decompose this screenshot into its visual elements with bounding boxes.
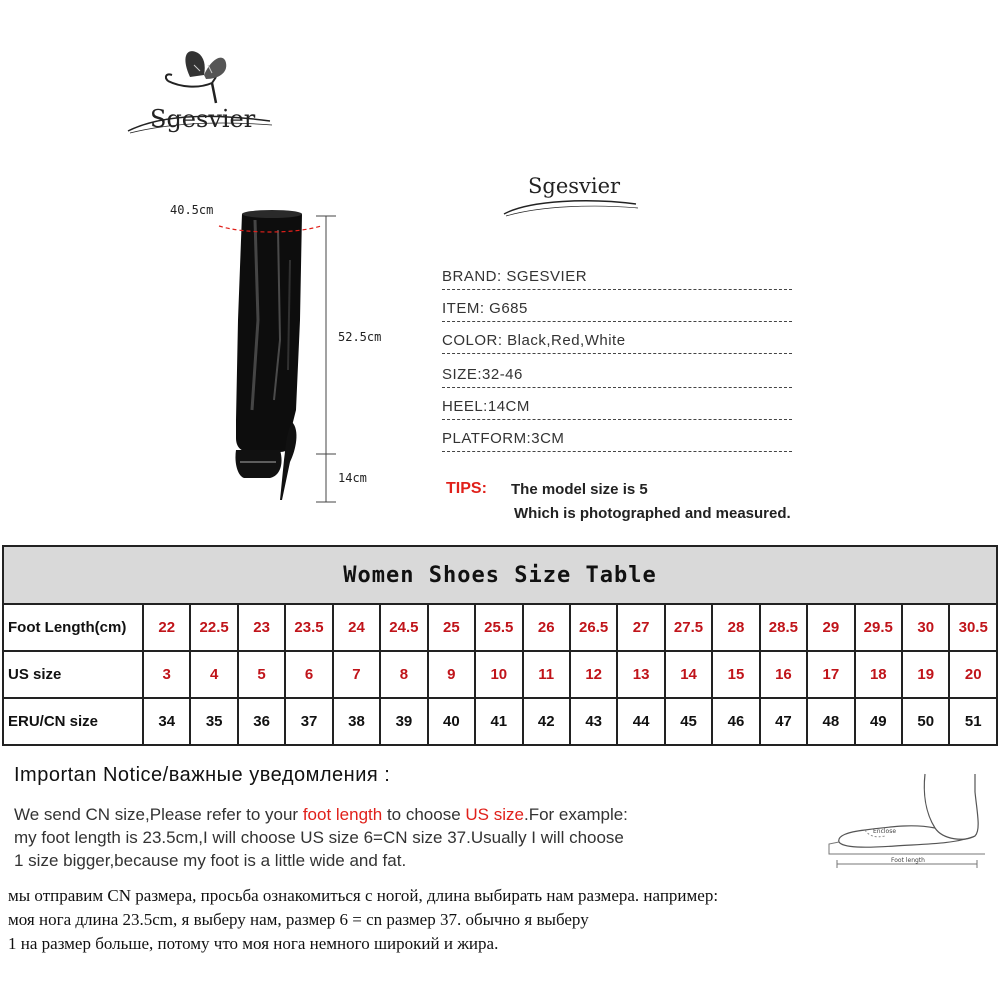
circumference-marker	[215, 218, 325, 238]
spec-heel: HEEL:14CM	[442, 398, 792, 424]
spec-item: ITEM: G685	[442, 300, 792, 326]
butterfly-shoe-icon	[120, 45, 280, 155]
size-table	[2, 545, 998, 746]
table-cell: 3	[143, 651, 190, 698]
table-cell: 16	[760, 651, 807, 698]
table-cell: 23	[238, 604, 285, 651]
table-cell: 17	[807, 651, 854, 698]
notice-ru-line-3: 1 на размер больше, потому что моя нога немного широкий и жира.	[8, 934, 499, 953]
table-cell: 49	[855, 698, 902, 745]
row-label: US size	[3, 651, 143, 698]
table-cell: 46	[712, 698, 759, 745]
table-cell: 25.5	[475, 604, 522, 651]
spec-platform: PLATFORM:3CM	[442, 430, 792, 456]
table-cell: 30	[902, 604, 949, 651]
notice-ru-line-2: моя нога длина 23.5cm, я выберу нам, размер 6 = cn размер 37. обычно я выберу	[8, 910, 589, 929]
table-cell: 45	[665, 698, 712, 745]
shaft-measure-line	[310, 214, 340, 504]
table-cell: 28.5	[760, 604, 807, 651]
table-cell: 7	[333, 651, 380, 698]
table-cell: 42	[523, 698, 570, 745]
notice-en-line-2: my foot length is 23.5cm,I will choose US size 6=CN size 37.Usually I will choose	[14, 828, 624, 847]
table-cell: 34	[143, 698, 190, 745]
table-cell: 10	[475, 651, 522, 698]
foot-length-label: Foot length	[891, 857, 925, 864]
table-cell: 15	[712, 651, 759, 698]
spec-brand: BRAND: SGESVIER	[442, 268, 792, 294]
table-cell: 27	[617, 604, 664, 651]
table-cell: 47	[760, 698, 807, 745]
table-cell: 28	[712, 604, 759, 651]
notice-russian	[8, 884, 968, 956]
table-cell: 50	[902, 698, 949, 745]
table-cell: 6	[285, 651, 332, 698]
table-cell: 30.5	[949, 604, 997, 651]
table-cell: 11	[523, 651, 570, 698]
notice-en-line-1: We send CN size,Please refer to your foot length to choose US size.For example:	[14, 805, 628, 824]
row-label: ERU/CN size	[3, 698, 143, 745]
table-cell: 24	[333, 604, 380, 651]
heel-height-label: 14cm	[338, 471, 367, 485]
size-table-title: Women Shoes Size Table	[3, 546, 997, 604]
circumference-label: 40.5cm	[170, 203, 214, 217]
table-cell: 40	[428, 698, 475, 745]
table-cell: 19	[902, 651, 949, 698]
table-cell: 39	[380, 698, 427, 745]
table-cell: 13	[617, 651, 664, 698]
table-cell: 41	[475, 698, 522, 745]
table-cell: 27.5	[665, 604, 712, 651]
table-cell: 51	[949, 698, 997, 745]
enclose-label: Enclose	[873, 828, 897, 835]
tips-line-1: The model size is 5	[511, 481, 648, 498]
table-cell: 24.5	[380, 604, 427, 651]
table-cell: 29	[807, 604, 854, 651]
table-cell: 23.5	[285, 604, 332, 651]
spec-color: COLOR: Black,Red,White	[442, 332, 792, 358]
table-row-foot-length	[3, 604, 997, 651]
row-label: Foot Length(cm)	[3, 604, 143, 651]
notice-en-line-3: 1 size bigger,because my foot is a little wide and fat.	[14, 851, 407, 870]
swoosh-icon	[500, 170, 640, 220]
brand-logo-small-text: Sgesvier	[528, 174, 621, 198]
table-cell: 44	[617, 698, 664, 745]
table-cell: 9	[428, 651, 475, 698]
table-row-eu-cn-size	[3, 698, 997, 745]
tips-line-2: Which is photographed and measured.	[514, 505, 791, 522]
notice-title: Importan Notice/важные уведомления :	[14, 764, 391, 786]
table-cell: 25	[428, 604, 475, 651]
brand-logo-text: Sgesvier	[150, 105, 256, 133]
table-cell: 36	[238, 698, 285, 745]
table-cell: 5	[238, 651, 285, 698]
tips-label: TIPS:	[446, 480, 487, 497]
table-cell: 20	[949, 651, 997, 698]
notice-ru-line-1: мы отправим CN размера, просьба ознакомиться с ногой, длина выбирать нам размера. например:	[8, 886, 719, 905]
brand-logo-small	[500, 170, 640, 220]
table-cell: 22.5	[190, 604, 237, 651]
table-cell: 14	[665, 651, 712, 698]
table-cell: 35	[190, 698, 237, 745]
brand-logo	[120, 45, 280, 155]
table-cell: 48	[807, 698, 854, 745]
table-row-us-size	[3, 651, 997, 698]
notice-english	[14, 803, 814, 872]
foot-diagram	[825, 772, 995, 872]
table-cell: 43	[570, 698, 617, 745]
table-cell: 38	[333, 698, 380, 745]
table-cell: 4	[190, 651, 237, 698]
table-cell: 12	[570, 651, 617, 698]
table-cell: 8	[380, 651, 427, 698]
shaft-height-label: 52.5cm	[338, 330, 382, 344]
table-cell: 29.5	[855, 604, 902, 651]
table-cell: 22	[143, 604, 190, 651]
table-cell: 18	[855, 651, 902, 698]
table-cell: 26	[523, 604, 570, 651]
table-cell: 37	[285, 698, 332, 745]
spec-size: SIZE:32-46	[442, 366, 792, 392]
table-cell: 26.5	[570, 604, 617, 651]
